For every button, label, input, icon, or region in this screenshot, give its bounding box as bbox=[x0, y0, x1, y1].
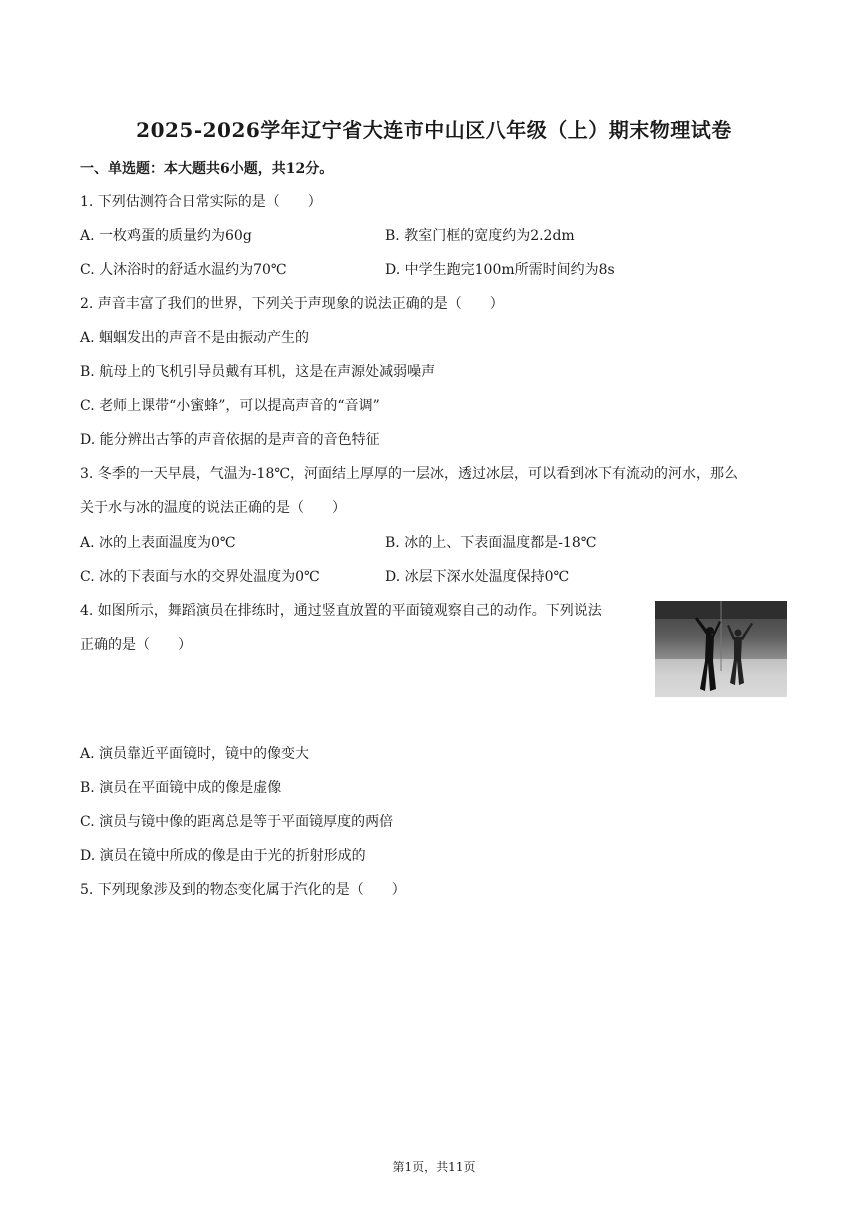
q2-option-c: C. 老师上课带“小蜜蜂”，可以提高声音的“音调” bbox=[80, 398, 380, 414]
question-3-stem-line1: 3. 冬季的一天早晨，气温为-18℃，河面结上厚厚的一层冰，透过冰层，可以看到冰下有流动的河水，那么 bbox=[80, 466, 739, 482]
q3-option-c: C. 冰的下表面与水的交界处温度为0℃ bbox=[80, 569, 320, 585]
question-2-stem: 2. 声音丰富了我们的世界，下列关于声现象的说法正确的是（ ） bbox=[80, 296, 504, 312]
q1-option-d: D. 中学生跑完100m所需时间约为8s bbox=[385, 262, 615, 278]
q3-option-a: A. 冰的上表面温度为0℃ bbox=[80, 535, 236, 551]
dancer-figures-image bbox=[655, 601, 787, 697]
q2-option-d: D. 能分辨出古筝的声音依据的是声音的音色特征 bbox=[80, 432, 380, 448]
q2-option-a: A. 蝈蝈发出的声音不是由振动产生的 bbox=[80, 330, 310, 346]
question-3-stem-line2: 关于水与冰的温度的说法正确的是（ ） bbox=[80, 500, 346, 516]
q4-option-b: B. 演员在平面镜中成的像是虚像 bbox=[80, 780, 282, 796]
q2-option-b: B. 航母上的飞机引导员戴有耳机，这是在声源处减弱噪声 bbox=[80, 364, 436, 380]
q4-option-a: A. 演员靠近平面镜时，镜中的像变大 bbox=[80, 746, 310, 762]
q4-option-d: D. 演员在镜中所成的像是由于光的折射形成的 bbox=[80, 848, 366, 864]
question-1-stem: 1. 下列估测符合日常实际的是（ ） bbox=[80, 194, 322, 210]
q1-option-b: B. 教室门框的宽度约为2.2dm bbox=[385, 228, 575, 244]
q4-option-c: C. 演员与镜中像的距离总是等于平面镜厚度的两倍 bbox=[80, 814, 394, 830]
question-4-stem-line2: 正确的是（ ） bbox=[80, 637, 192, 653]
q1-option-c: C. 人沐浴时的舒适水温约为70℃ bbox=[80, 262, 287, 278]
dancer-mirror-photo bbox=[655, 601, 787, 697]
question-4-stem-line1: 4. 如图所示，舞蹈演员在排练时，通过竖直放置的平面镜观察自己的动作。下列说法 bbox=[80, 603, 602, 619]
q3-option-d: D. 冰层下深水处温度保持0℃ bbox=[385, 569, 570, 585]
q3-option-b: B. 冰的上、下表面温度都是-18℃ bbox=[385, 535, 597, 551]
section-heading: 一、单选题：本大题共6小题，共12分。 bbox=[80, 161, 334, 177]
question-5-stem: 5. 下列现象涉及到的物态变化属于汽化的是（ ） bbox=[80, 882, 406, 898]
exam-title: 2025-2026学年辽宁省大连市中山区八年级（上）期末物理试卷 bbox=[136, 118, 732, 142]
q1-option-a: A. 一枚鸡蛋的质量约为60g bbox=[80, 228, 252, 244]
page-footer: 第1页，共11页 bbox=[392, 1160, 476, 1174]
